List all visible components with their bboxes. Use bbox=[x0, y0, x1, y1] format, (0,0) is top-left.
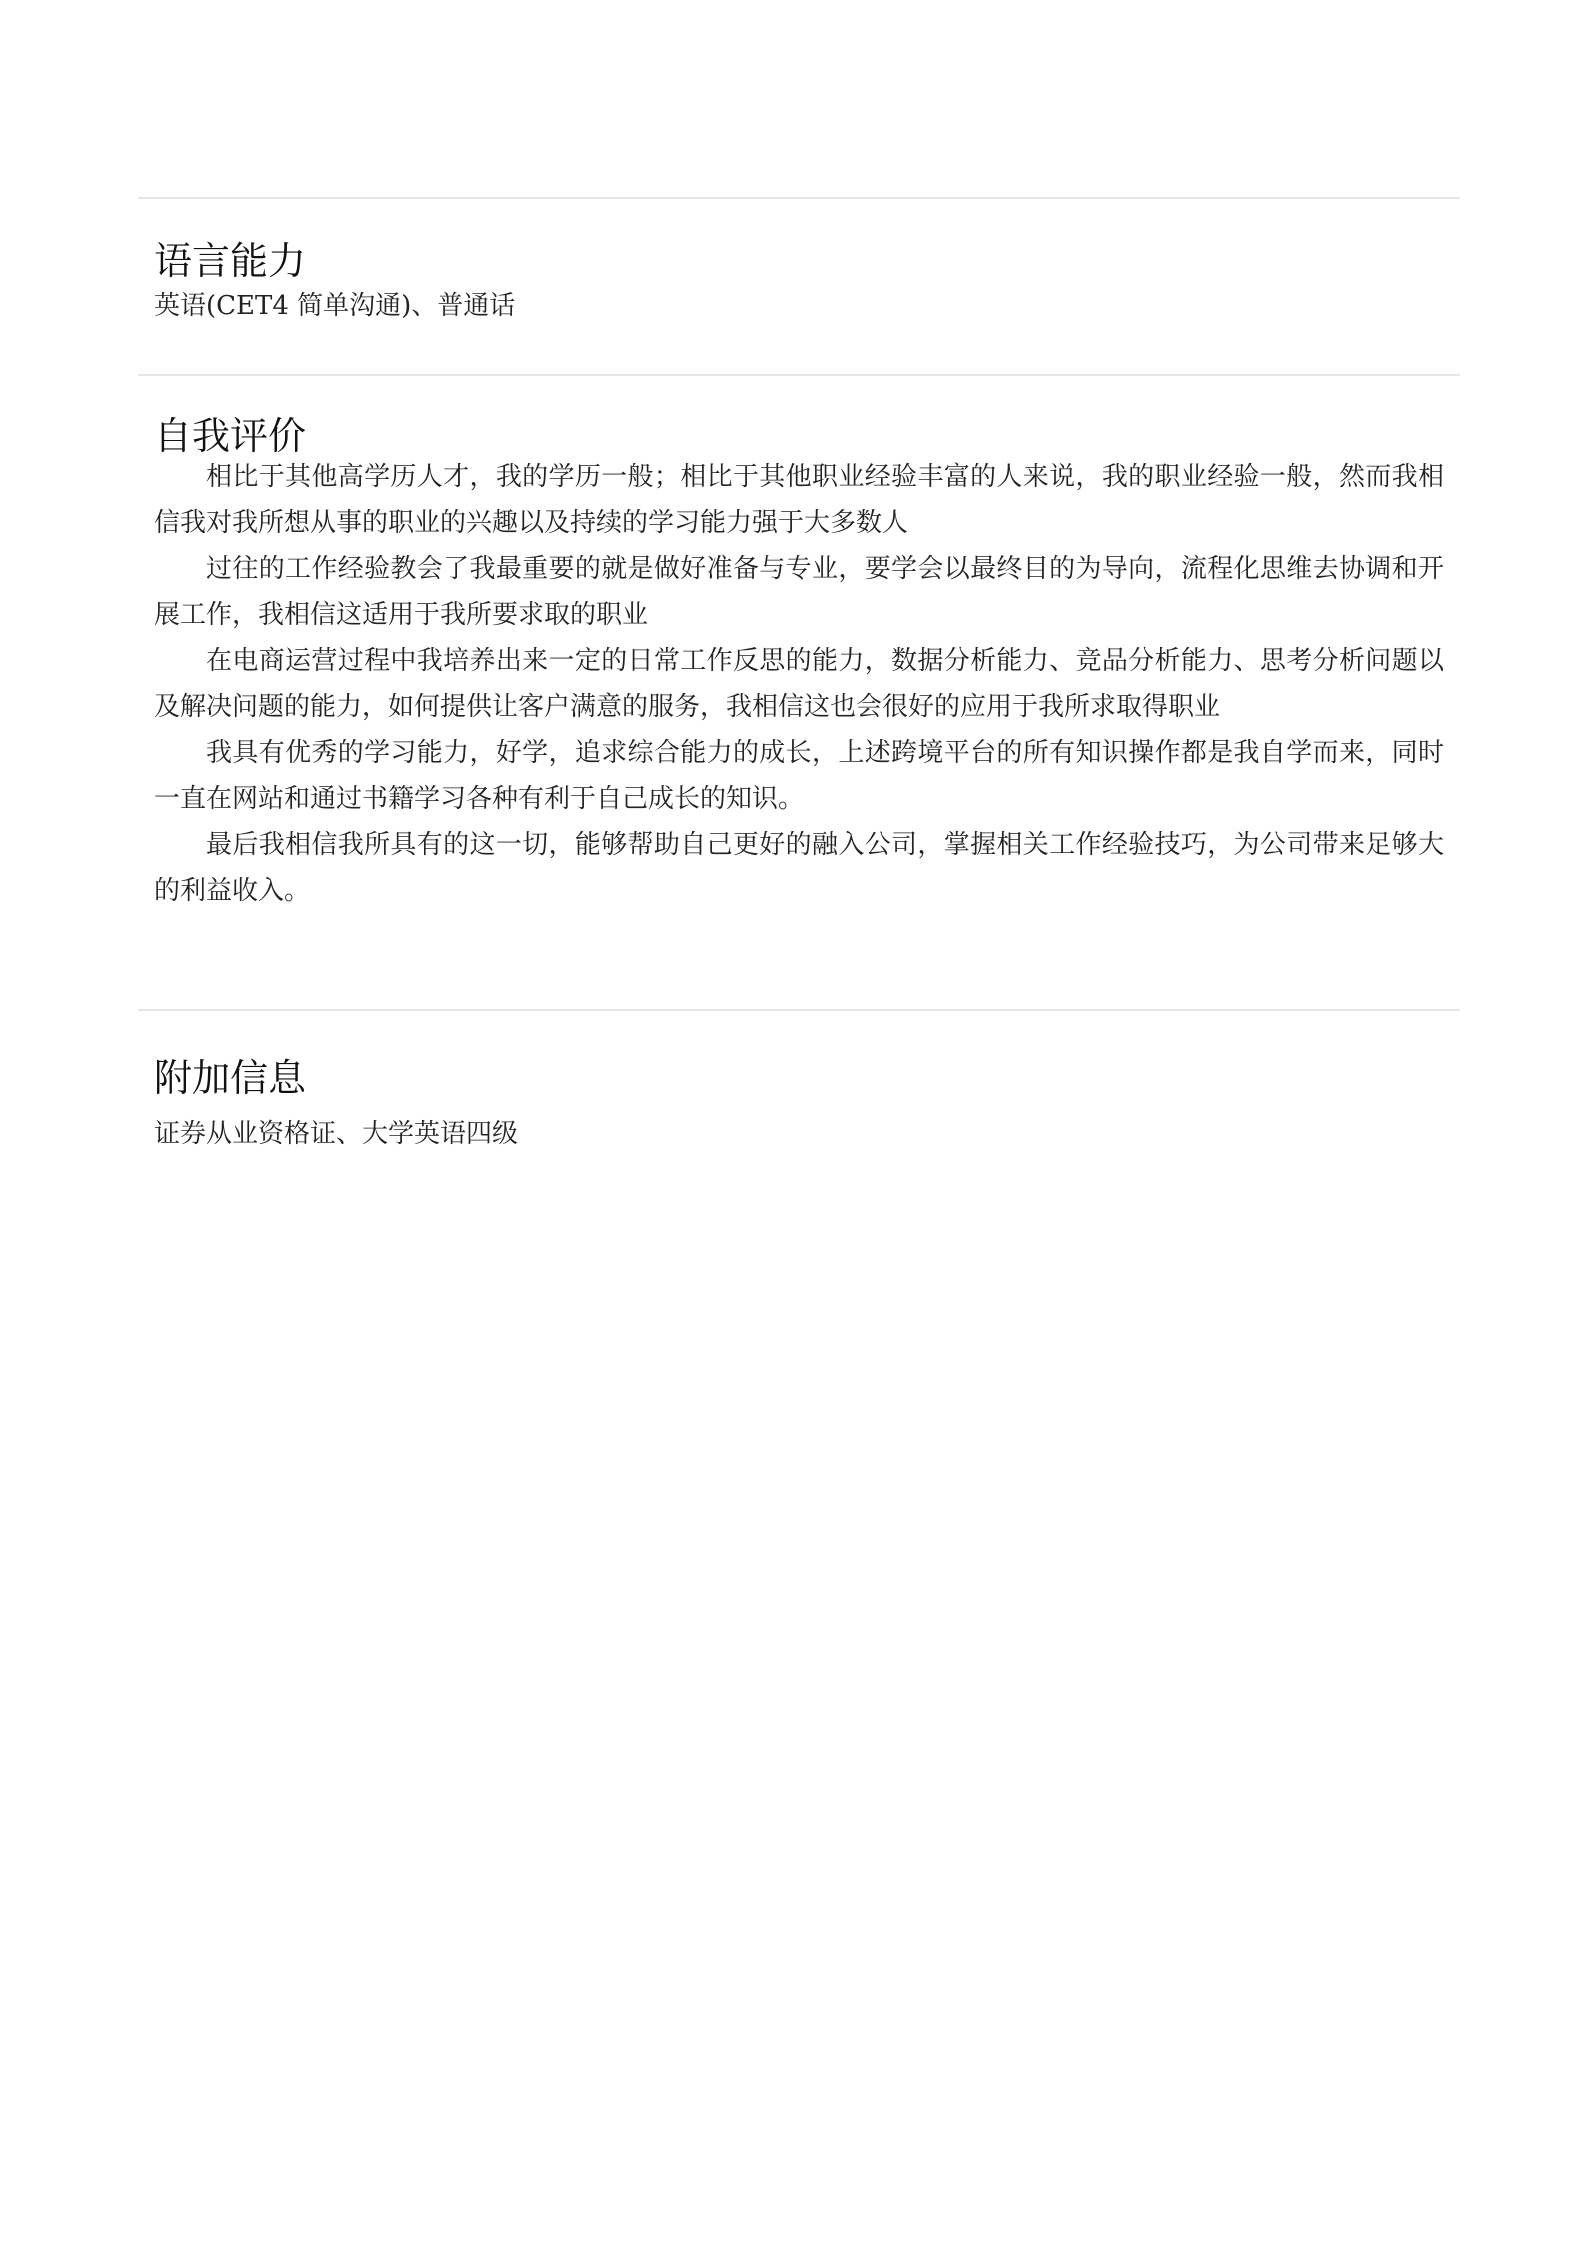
self-evaluation-paragraph-2: 过往的工作经验教会了我最重要的就是做好准备与专业，要学会以最终目的为导向，流程化思维去协调和开展工作，我相信这适用于我所要求取的职业 bbox=[154, 554, 1444, 630]
divider-language-evaluation bbox=[138, 374, 1460, 376]
self-evaluation-paragraph-4: 我具有优秀的学习能力，好学，追求综合能力的成长，上述跨境平台的所有知识操作都是我自学而来，同时一直在网站和通过书籍学习各种有利于自己成长的知识。 bbox=[154, 738, 1444, 814]
language-section-content: 英语(CET4 简单沟通)、普通话 bbox=[154, 291, 516, 321]
self-evaluation-paragraph-3: 在电商运营过程中我培养出来一定的日常工作反思的能力，数据分析能力、竞品分析能力、思考分析问题以及解决问题的能力，如何提供让客户满意的服务，我相信这也会很好的应用于我所求取得职业 bbox=[154, 646, 1444, 722]
additional-info-section-title: 附加信息 bbox=[154, 1056, 307, 1100]
additional-info-content: 证券从业资格证、大学英语四级 bbox=[154, 1119, 519, 1149]
self-evaluation-paragraph-1: 相比于其他高学历人才，我的学历一般；相比于其他职业经验丰富的人来说，我的职业经验一般，然而我相信我对我所想从事的职业的兴趣以及持续的学习能力强于大多数人 bbox=[154, 462, 1444, 538]
self-evaluation-section-title: 自我评价 bbox=[154, 414, 307, 458]
language-section-title: 语言能力 bbox=[154, 239, 307, 283]
divider-top bbox=[138, 197, 1460, 199]
self-evaluation-body bbox=[154, 454, 1444, 914]
self-evaluation-paragraph-5: 最后我相信我所具有的这一切，能够帮助自己更好的融入公司，掌握相关工作经验技巧，为公司带来足够大的利益收入。 bbox=[154, 830, 1444, 906]
divider-evaluation-additional bbox=[138, 1009, 1460, 1011]
